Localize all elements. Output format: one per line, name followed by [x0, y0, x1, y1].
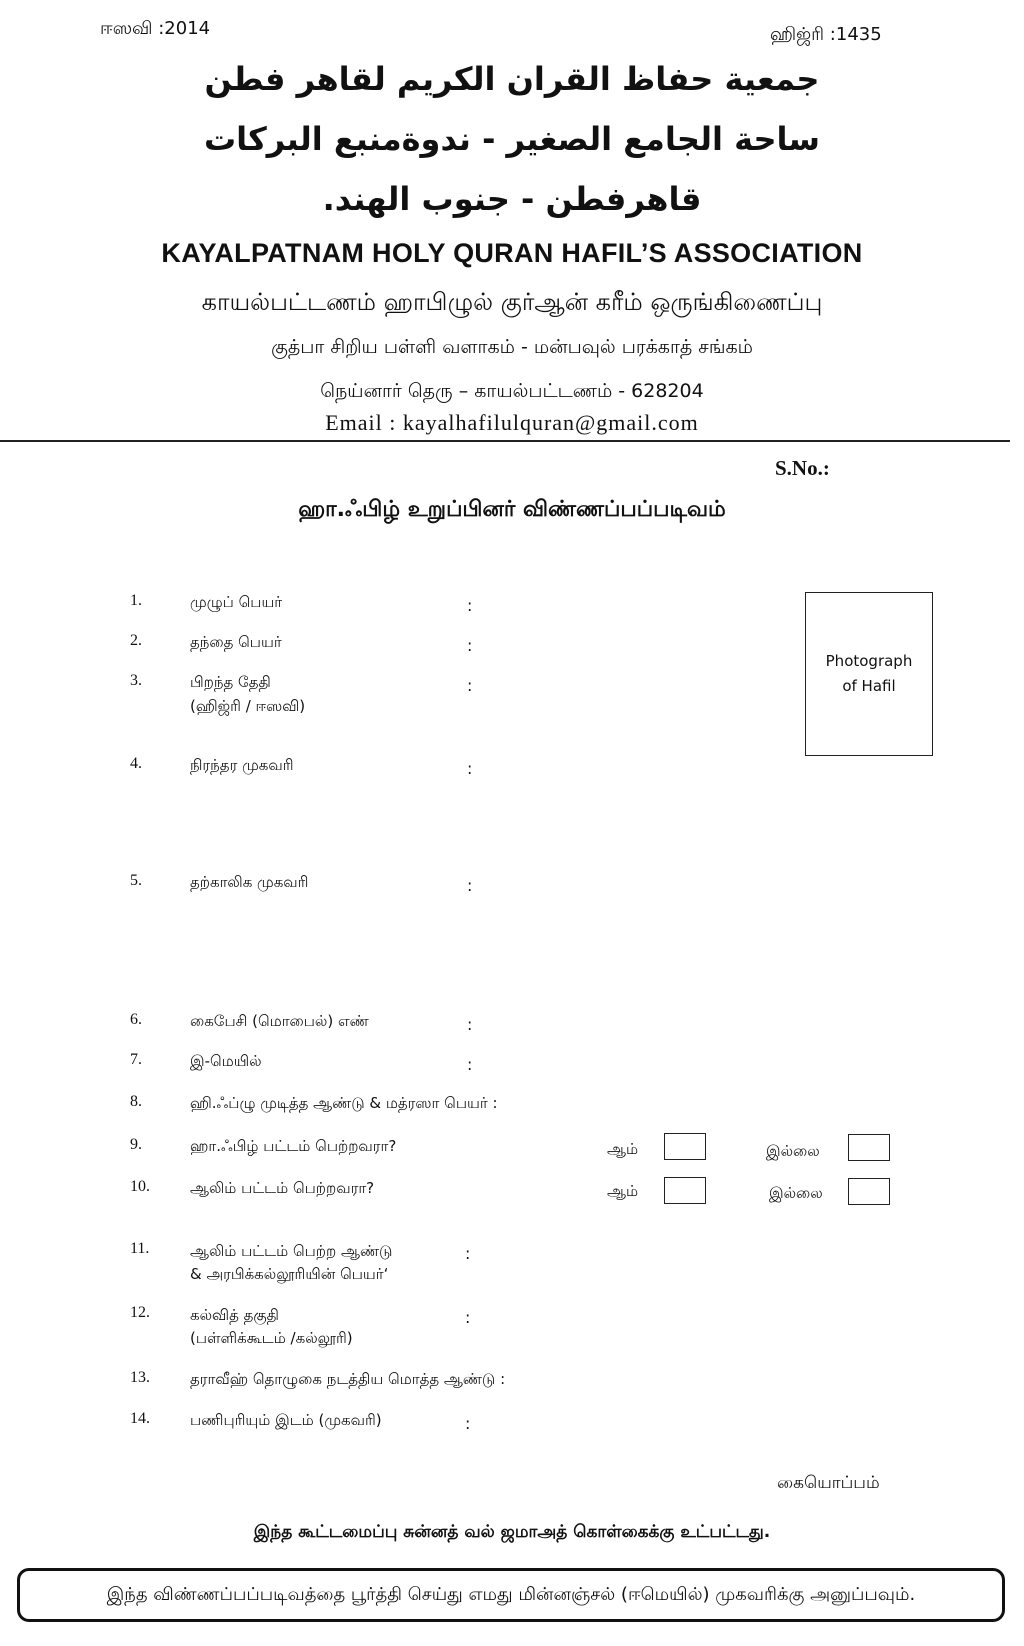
photo-placeholder-box[interactable] [805, 592, 933, 756]
arabic-title-line3: قاهرفطن - جنوب الهند. [322, 180, 702, 218]
field-label-permanent-address: நிரந்தர முகவரி [190, 756, 294, 774]
checkbox-hafiz-no[interactable] [848, 1134, 890, 1161]
tamil-address-line2: நெய்னார் தெரு – காயல்பட்டணம் - 628204 [320, 380, 704, 402]
arabic-title-line2: ساحة الجامع الصغير - ندوةمنبع البركات [203, 120, 821, 158]
checkbox-alim-no[interactable] [848, 1178, 890, 1205]
option-yes-label: ஆம் [607, 1140, 639, 1158]
hijri-year: ஹிஜ்ரி :1435 [770, 24, 882, 45]
field-number: 8. [130, 1093, 142, 1110]
field-number: 10. [130, 1178, 150, 1195]
field-colon: : [467, 759, 473, 778]
association-note: இந்த கூட்டமைப்பு சுன்னத் வல் ஜமாஅத் கொள்கைக்கு உட்பட்டது. [253, 1522, 771, 1542]
field-label-taraweeh-years: தராவீஹ் தொழுகை நடத்திய மொத்த ஆண்டு : [190, 1370, 506, 1388]
field-label-mobile: கைபேசி (மொபைல்) எண் [190, 1012, 369, 1030]
instruction-text: இந்த விண்ணப்பப்படிவத்தை பூர்த்தி செய்து எமது மின்னஞ்சல் (ஈமெயில்) முகவரிக்கு அனுப்பவும். [106, 1583, 916, 1605]
english-title: KAYALPATNAM HOLY QURAN HAFIL’S ASSOCIATION [161, 238, 863, 268]
field-number: 9. [130, 1136, 142, 1153]
field-colon: : [467, 636, 473, 655]
field-label-father-name: தந்தை பெயர் [190, 633, 282, 651]
email-line: Email : kayalhafilulquran@gmail.com [325, 410, 699, 435]
field-label-arabic-college: & அரபிக்கல்லூரியின் பெயர்‘ [190, 1265, 389, 1283]
field-colon: : [465, 1308, 471, 1327]
field-number: 1. [130, 592, 142, 609]
field-number: 14. [130, 1410, 150, 1427]
field-label-birth-date-sub: (ஹிஜ்ரி / ஈஸவி) [190, 697, 306, 715]
field-number: 3. [130, 672, 142, 689]
instruction-banner [17, 1568, 1005, 1622]
field-colon: : [467, 596, 473, 615]
tamil-address-line1: குத்பா சிறிய பள்ளி வளாகம் - மன்பவுல் பரக்காத் சங்கம் [271, 336, 753, 358]
field-label-education: கல்வித் தகுதி [190, 1306, 279, 1324]
header-divider [0, 440, 1010, 442]
field-label-email: இ-மெயில் [190, 1052, 262, 1070]
option-no-label: இல்லை [769, 1184, 823, 1202]
tamil-title: காயல்பட்டணம் ஹாபிழுல் குர்ஆன் கரீம் ஒருங்கிணைப்பு [201, 288, 823, 316]
form-title: ஹா.ஃபிழ் உறுப்பினர் விண்ணப்பப்படிவம் [298, 497, 726, 522]
signature-label: கையொப்பம் [777, 1473, 880, 1493]
option-yes-label: ஆம் [607, 1182, 639, 1200]
field-colon: : [465, 1414, 471, 1433]
field-colon: : [467, 676, 473, 695]
field-number: 5. [130, 872, 142, 889]
field-number: 2. [130, 632, 142, 649]
serial-number-label: S.No.: [775, 456, 830, 480]
field-label-hafiz-degree: ஹா.ஃபிழ் பட்டம் பெற்றவரா? [190, 1137, 397, 1155]
checkbox-hafiz-yes[interactable] [664, 1133, 706, 1160]
field-number: 6. [130, 1011, 142, 1028]
field-label-birth-date: பிறந்த தேதி [190, 673, 271, 691]
field-label-hifz-year-madrasa: ஹி.ஃப்ழு முடித்த ஆண்டு & மத்ரஸா பெயர் : [190, 1094, 498, 1112]
field-colon: : [465, 1244, 471, 1263]
field-number: 7. [130, 1051, 142, 1068]
option-no-label: இல்லை [766, 1142, 820, 1160]
field-colon: : [467, 876, 473, 895]
field-label-temporary-address: தற்காலிக முகவரி [190, 873, 309, 891]
field-label-alim-degree: ஆலிம் பட்டம் பெற்றவரா? [190, 1179, 375, 1197]
field-colon: : [467, 1015, 473, 1034]
field-colon: : [467, 1055, 473, 1074]
arabic-title-line1: جمعية حفاظ القران الكريم لقاهر فطن [204, 60, 820, 98]
checkbox-alim-yes[interactable] [664, 1177, 706, 1204]
field-label-alim-year: ஆலிம் பட்டம் பெற்ற ஆண்டு [190, 1242, 393, 1260]
photo-placeholder-label: Photograph of Hafil [825, 652, 913, 695]
field-number: 4. [130, 755, 142, 772]
field-number: 13. [130, 1369, 150, 1386]
field-label-workplace: பணிபுரியும் இடம் (முகவரி) [190, 1411, 382, 1429]
field-number: 11. [130, 1240, 150, 1257]
gregorian-year: ஈஸவி :2014 [100, 18, 211, 39]
field-number: 12. [130, 1304, 150, 1321]
field-label-full-name: முழுப் பெயர் [190, 593, 283, 611]
field-label-education-sub: (பள்ளிக்கூடம் /கல்லூரி) [190, 1329, 353, 1347]
